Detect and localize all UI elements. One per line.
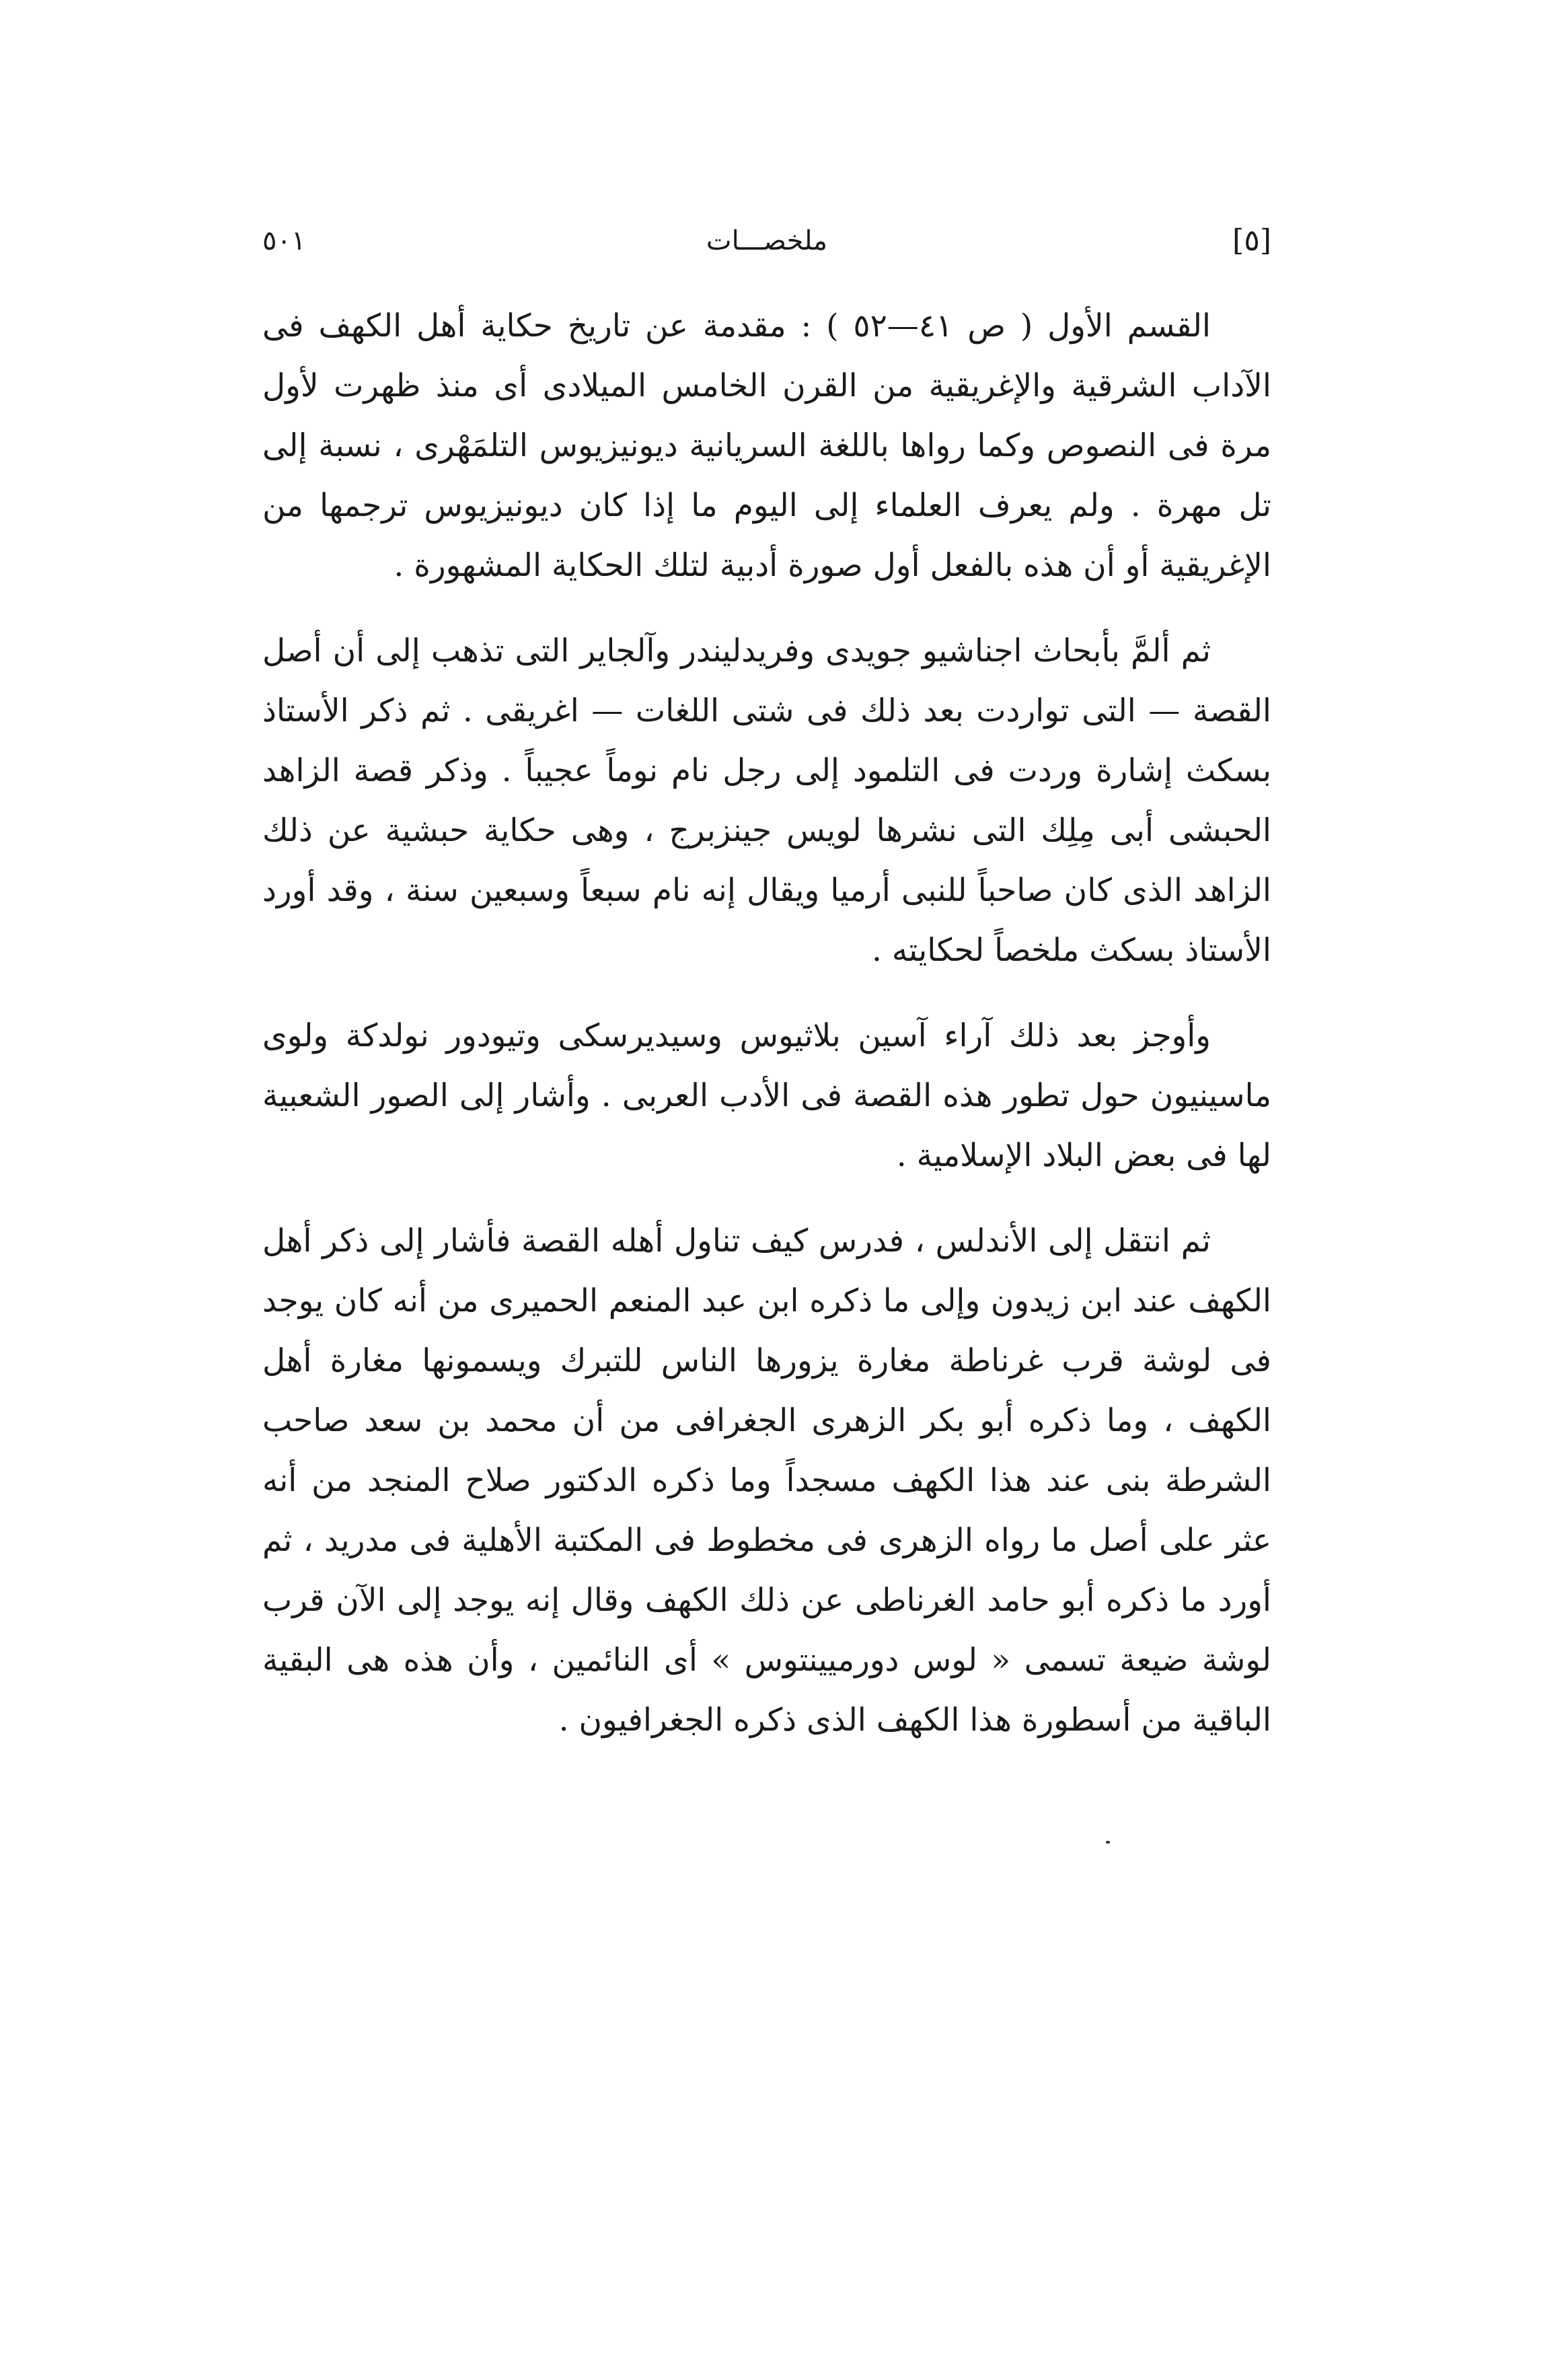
paragraph-sources: ثم ألمَّ بأبحاث اجناشيو جويدى وفريدليندر وآلجاير التى تذهب إلى أن أصل القصة — التى تواردت بعد ذلك فى شتى اللغات — اغريقى . ثم ذكر الأستاذ بسكث إشارة وردت فى التلمود إلى رجل نام نوماً عجيباً . وذكر قصة الزاهد الحبشى أبى مِلِك التى نشرها لويس جينزبرج ، وهى حكاية حبشية عن ذلك الزاهد الذى كان صاحباً للنبى أرميا ويقال إنه نام سبعاً وسبعين سنة ، وقد أورد الأستاذ بسكث ملخصاً لحكايته .	[262, 632, 1271, 969]
paragraph-arabic-literature: وأوجز بعد ذلك آراء آسين بلاثيوس وسيديرسكى وتيودور نولدكة ولوى ماسينيون حول تطور هذه القصة فى الأدب العربى . وأشار إلى الصور الشعبية لها فى بعض البلاد الإسلامية .	[262, 1017, 1271, 1174]
ink-speck	[1106, 1841, 1110, 1844]
paragraph-andalusia: ثم انتقل إلى الأندلس ، فدرس كيف تناول أهله القصة فأشار إلى ذكر أهل الكهف عند ابن زيدون وإلى ما ذكره ابن عبد المنعم الحميرى من أنه كان يوجد فى لوشة قرب غرناطة مغارة يزورها الناس للتبرك ويسمونها مغارة أهل الكهف ، وما ذكره أبو بكر الزهرى الجغرافى من أن محمد بن سعد صاحب الشرطة بنى عند هذا الكهف مسجداً وما ذكره الدكتور صلاح المنجد من أنه عثر على أصل ما رواه الزهرى فى مخطوط فى المكتبة الأهلية فى مدريد ، ثم أورد ما ذكره أبو حامد الغرناطى عن ذلك الكهف وقال إنه يوجد إلى الآن قرب لوشة ضيعة تسمى « لوس دورميينتوس » أى النائمين ، وأن هذه هى البقية الباقية من أسطورة هذا الكهف الذى ذكره الجغرافيون .	[262, 1223, 1271, 1739]
page-number: ٥٠١	[262, 225, 306, 256]
body-text	[262, 296, 1271, 1776]
section-number: [٥]	[1232, 223, 1271, 258]
paragraph-part-one: القسم الأول ( ص ٤١—٥٢ ) : مقدمة عن تاريخ حكاية أهل الكهف فى الآداب الشرقية والإغريقية من القرن الخامس الميلادى أى منذ ظهرت لأول مرة فى النصوص وكما رواها باللغة السريانية ديونيزيوس التلمَهْرى ، نسبة إلى تل مهرة . ولم يعرف العلماء إلى اليوم ما إذا كان ديونيزيوس ترجمها من الإغريقية أو أن هذه بالفعل أول صورة أدبية لتلك الحكاية المشهورة .	[262, 307, 1271, 584]
running-title: ملخصـــات	[706, 225, 828, 256]
running-head	[262, 214, 1271, 268]
